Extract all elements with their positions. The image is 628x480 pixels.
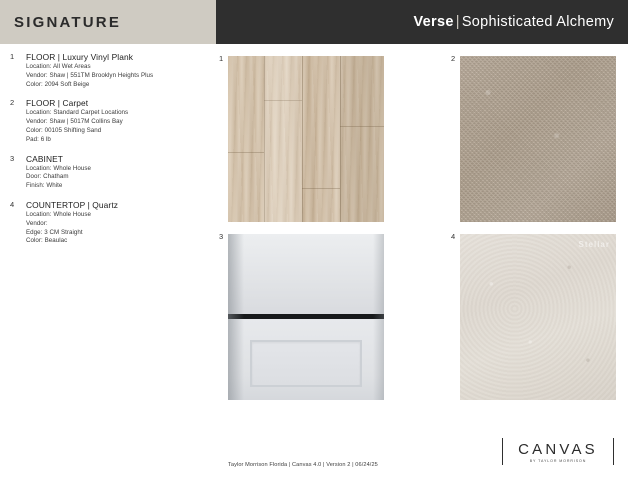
legend-item-number: 3 xyxy=(10,153,15,163)
canvas-logo-word: CANVAS xyxy=(518,441,598,458)
legend-item-number: 2 xyxy=(10,98,15,108)
carpet-swatch xyxy=(451,54,616,222)
swatch-number: 4 xyxy=(451,232,456,241)
legend-item xyxy=(10,154,210,191)
legend-item-detail: Pad: 6 lb xyxy=(26,135,51,143)
legend-item-number: 4 xyxy=(10,199,15,209)
canvas-logo-subtitle: BY TAYLOR MORRISON xyxy=(529,459,587,463)
legend-item-detail: Location: Whole House xyxy=(26,210,92,218)
legend-item-title: FLOOR | Carpet xyxy=(26,98,89,109)
legend-item-detail: Vendor: Shaw | 5017M Collins Bay xyxy=(26,118,123,126)
swatch-number: 2 xyxy=(451,54,456,63)
header-collection-block xyxy=(216,0,628,44)
footer-caption: Taylor Morrison Florida | Canvas 4.0 | Version 2 | 06/24/25 xyxy=(228,462,378,468)
legend-item-detail: Location: All Wet Areas xyxy=(26,63,91,70)
legend-item-detail: Location: Standard Carpet Locations xyxy=(26,109,129,117)
swatch-image xyxy=(228,234,384,400)
page-header xyxy=(0,0,628,44)
legend-item-title: COUNTERTOP | Quartz xyxy=(26,199,119,210)
swatch-number: 1 xyxy=(219,54,224,63)
swatch-image xyxy=(228,56,384,222)
legend-item-detail: Edge: 3 CM Straight xyxy=(26,228,83,236)
cabinet-swatch xyxy=(219,232,384,400)
legend-item-detail: Color: 2094 Soft Beige xyxy=(26,80,90,88)
collection-subtitle: Sophisticated Alchemy xyxy=(461,14,614,30)
legend-item xyxy=(10,200,210,246)
legend-item xyxy=(10,52,210,89)
legend-item-detail: Color: 00105 Shifting Sand xyxy=(26,126,102,134)
collection-label xyxy=(414,14,614,30)
luxury-vinyl-plank-swatch xyxy=(219,54,384,222)
collection-name: Verse xyxy=(413,14,454,30)
legend-item-detail: Color: Beaulac xyxy=(26,237,68,245)
legend-item-detail: Vendor: Shaw | 551TM Brooklyn Heights Plus xyxy=(26,71,154,79)
swatch-image xyxy=(460,234,616,400)
legend-item-detail: Finish: White xyxy=(26,182,63,190)
quartz-countertop-swatch xyxy=(451,232,616,400)
swatch-number: 3 xyxy=(219,232,224,241)
legend-item-detail: Door: Chatham xyxy=(26,173,69,181)
legend-item-detail: Vendor: xyxy=(26,219,48,227)
legend-item xyxy=(10,98,210,144)
header-brand-block xyxy=(0,0,216,44)
legend-item-number: 1 xyxy=(10,52,15,61)
page-title: SIGNATURE xyxy=(14,13,122,31)
legend-item-detail: Location: Whole House xyxy=(26,164,92,172)
legend-item-title: CABINET xyxy=(26,153,63,164)
swatch-watermark: Stellar xyxy=(578,240,610,249)
specification-legend xyxy=(0,52,210,255)
collection-separator: | xyxy=(455,14,460,30)
canvas-logo xyxy=(502,438,614,465)
legend-item-title: FLOOR | Luxury Vinyl Plank xyxy=(26,52,134,62)
swatch-image xyxy=(460,56,616,222)
